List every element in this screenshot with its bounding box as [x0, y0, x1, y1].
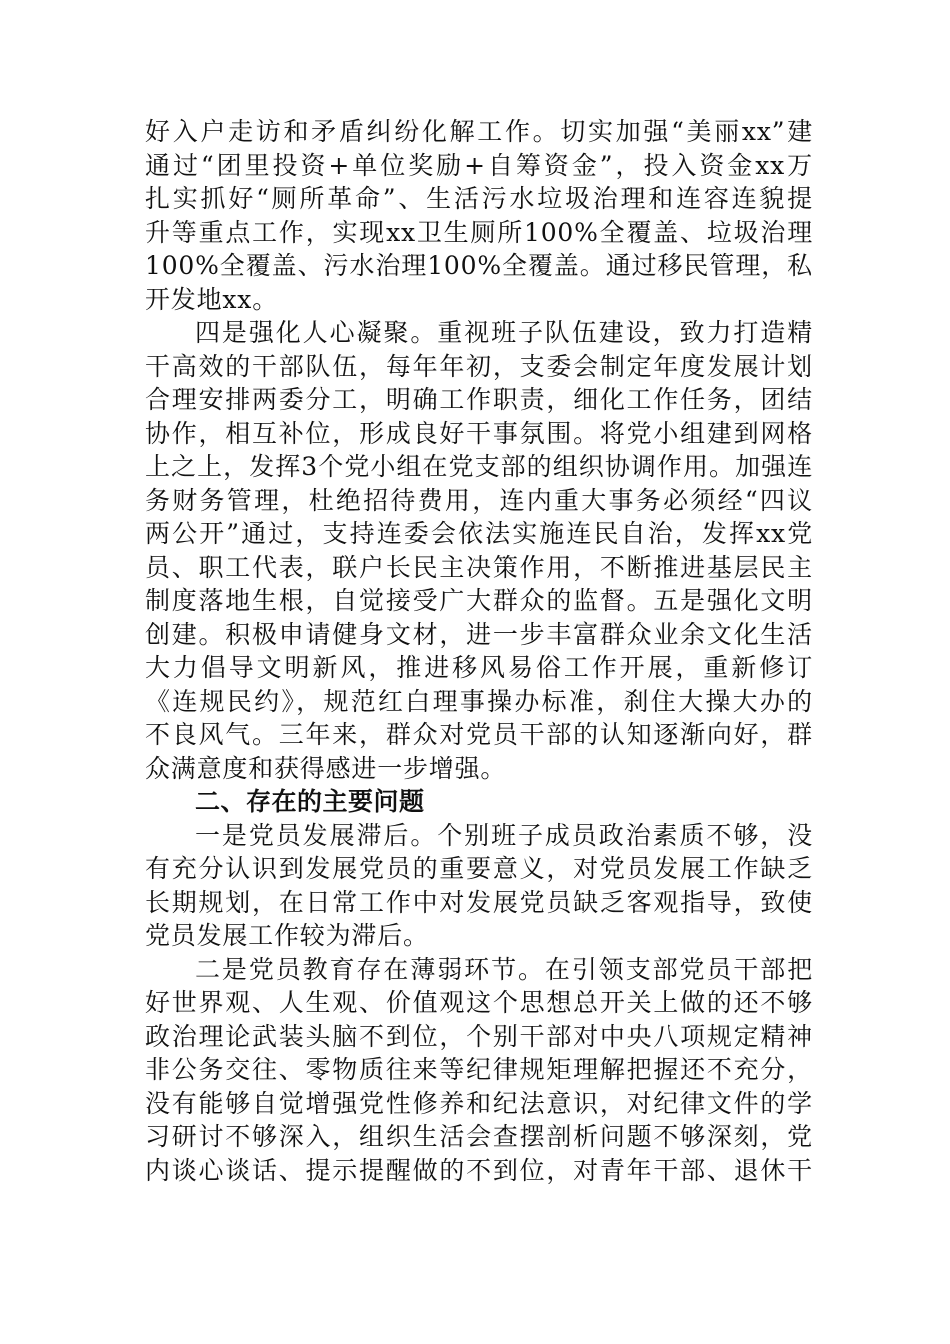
- text-line: 好入户走访和矛盾纠纷化解工作。切实加强“美丽xx”建: [145, 117, 813, 146]
- text-line: 众满意度和获得感进一步增强。: [145, 753, 507, 783]
- text-line: 两公开”通过，支持连委会依法实施连民自治，发挥xx党: [145, 519, 813, 548]
- text-line: 干高效的干部队伍，每年年初，支委会制定年度发展计划: [145, 351, 813, 381]
- text-line: 有充分认识到发展党员的重要意义，对党员发展工作缺乏: [145, 854, 813, 883]
- section-heading: 二、存在的主要问题: [195, 787, 425, 816]
- text-line: 党员发展工作较为滞后。: [145, 921, 429, 950]
- text-line: 制度落地生根，自觉接受广大群众的监督。五是强化文明: [145, 586, 813, 615]
- text-line: 内谈心谈话、提示提醒做的不到位，对青年干部、退休干: [145, 1155, 813, 1185]
- text-line: 四是强化人心凝聚。重视班子队伍建设，致力打造精: [195, 318, 813, 347]
- text-line: 协作，相互补位，形成良好干事氛围。将党小组建到网格: [145, 418, 813, 448]
- text-line: 好世界观、人生观、价值观这个思想总开关上做的还不够: [145, 988, 813, 1017]
- text-line: 通过“团里投资+单位奖励+自筹资金”，投入资金xx万: [145, 150, 813, 180]
- body-text: [145, 115, 813, 1187]
- text-line: 上之上，发挥3个党小组在党支部的组织协调作用。加强连: [145, 452, 813, 481]
- text-line: 员、职工代表，联户长民主决策作用，不断推进基层民主: [145, 552, 813, 582]
- text-line: 100%全覆盖、污水治理100%全覆盖。通过移民管理，私: [145, 251, 813, 280]
- text-line: 务财务管理，杜绝招待费用，连内重大事务必须经“四议: [145, 485, 813, 515]
- text-line: 二是党员教育存在薄弱环节。在引领支部党员干部把: [195, 954, 813, 984]
- text-line: 习研讨不够深入，组织生活会查摆剖析问题不够深刻，党: [145, 1122, 813, 1151]
- text-line: 不良风气。三年来，群众对党员干部的认知逐渐向好，群: [145, 720, 813, 749]
- text-line: 《连规民约》，规范红白理事操办标准，刹住大操大办的: [145, 686, 813, 716]
- text-line: 合理安排两委分工，明确工作职责，细化工作任务，团结: [145, 385, 813, 414]
- text-line: 一是党员发展滞后。个别班子成员政治素质不够，没: [195, 820, 813, 850]
- text-line: 没有能够自觉增强党性修养和纪法意识，对纪律文件的学: [145, 1088, 813, 1118]
- text-line: 大力倡导文明新风，推进移风易俗工作开展，重新修订: [145, 653, 813, 682]
- text-line: 非公务交往、零物质往来等纪律规矩理解把握还不充分，: [145, 1055, 813, 1084]
- text-line: 政治理论武装头脑不到位，个别干部对中央八项规定精神: [145, 1021, 813, 1051]
- text-line: 创建。积极申请健身文材，进一步丰富群众业余文化生活: [145, 619, 813, 649]
- text-line: 开发地xx。: [145, 284, 278, 314]
- text-line: 升等重点工作，实现xx卫生厕所100%全覆盖、垃圾治理: [145, 217, 813, 247]
- text-line: 长期规划，在日常工作中对发展党员缺乏客观指导，致使: [145, 887, 813, 917]
- text-line: 扎实抓好“厕所革命”、生活污水垃圾治理和连容连貌提: [145, 184, 813, 213]
